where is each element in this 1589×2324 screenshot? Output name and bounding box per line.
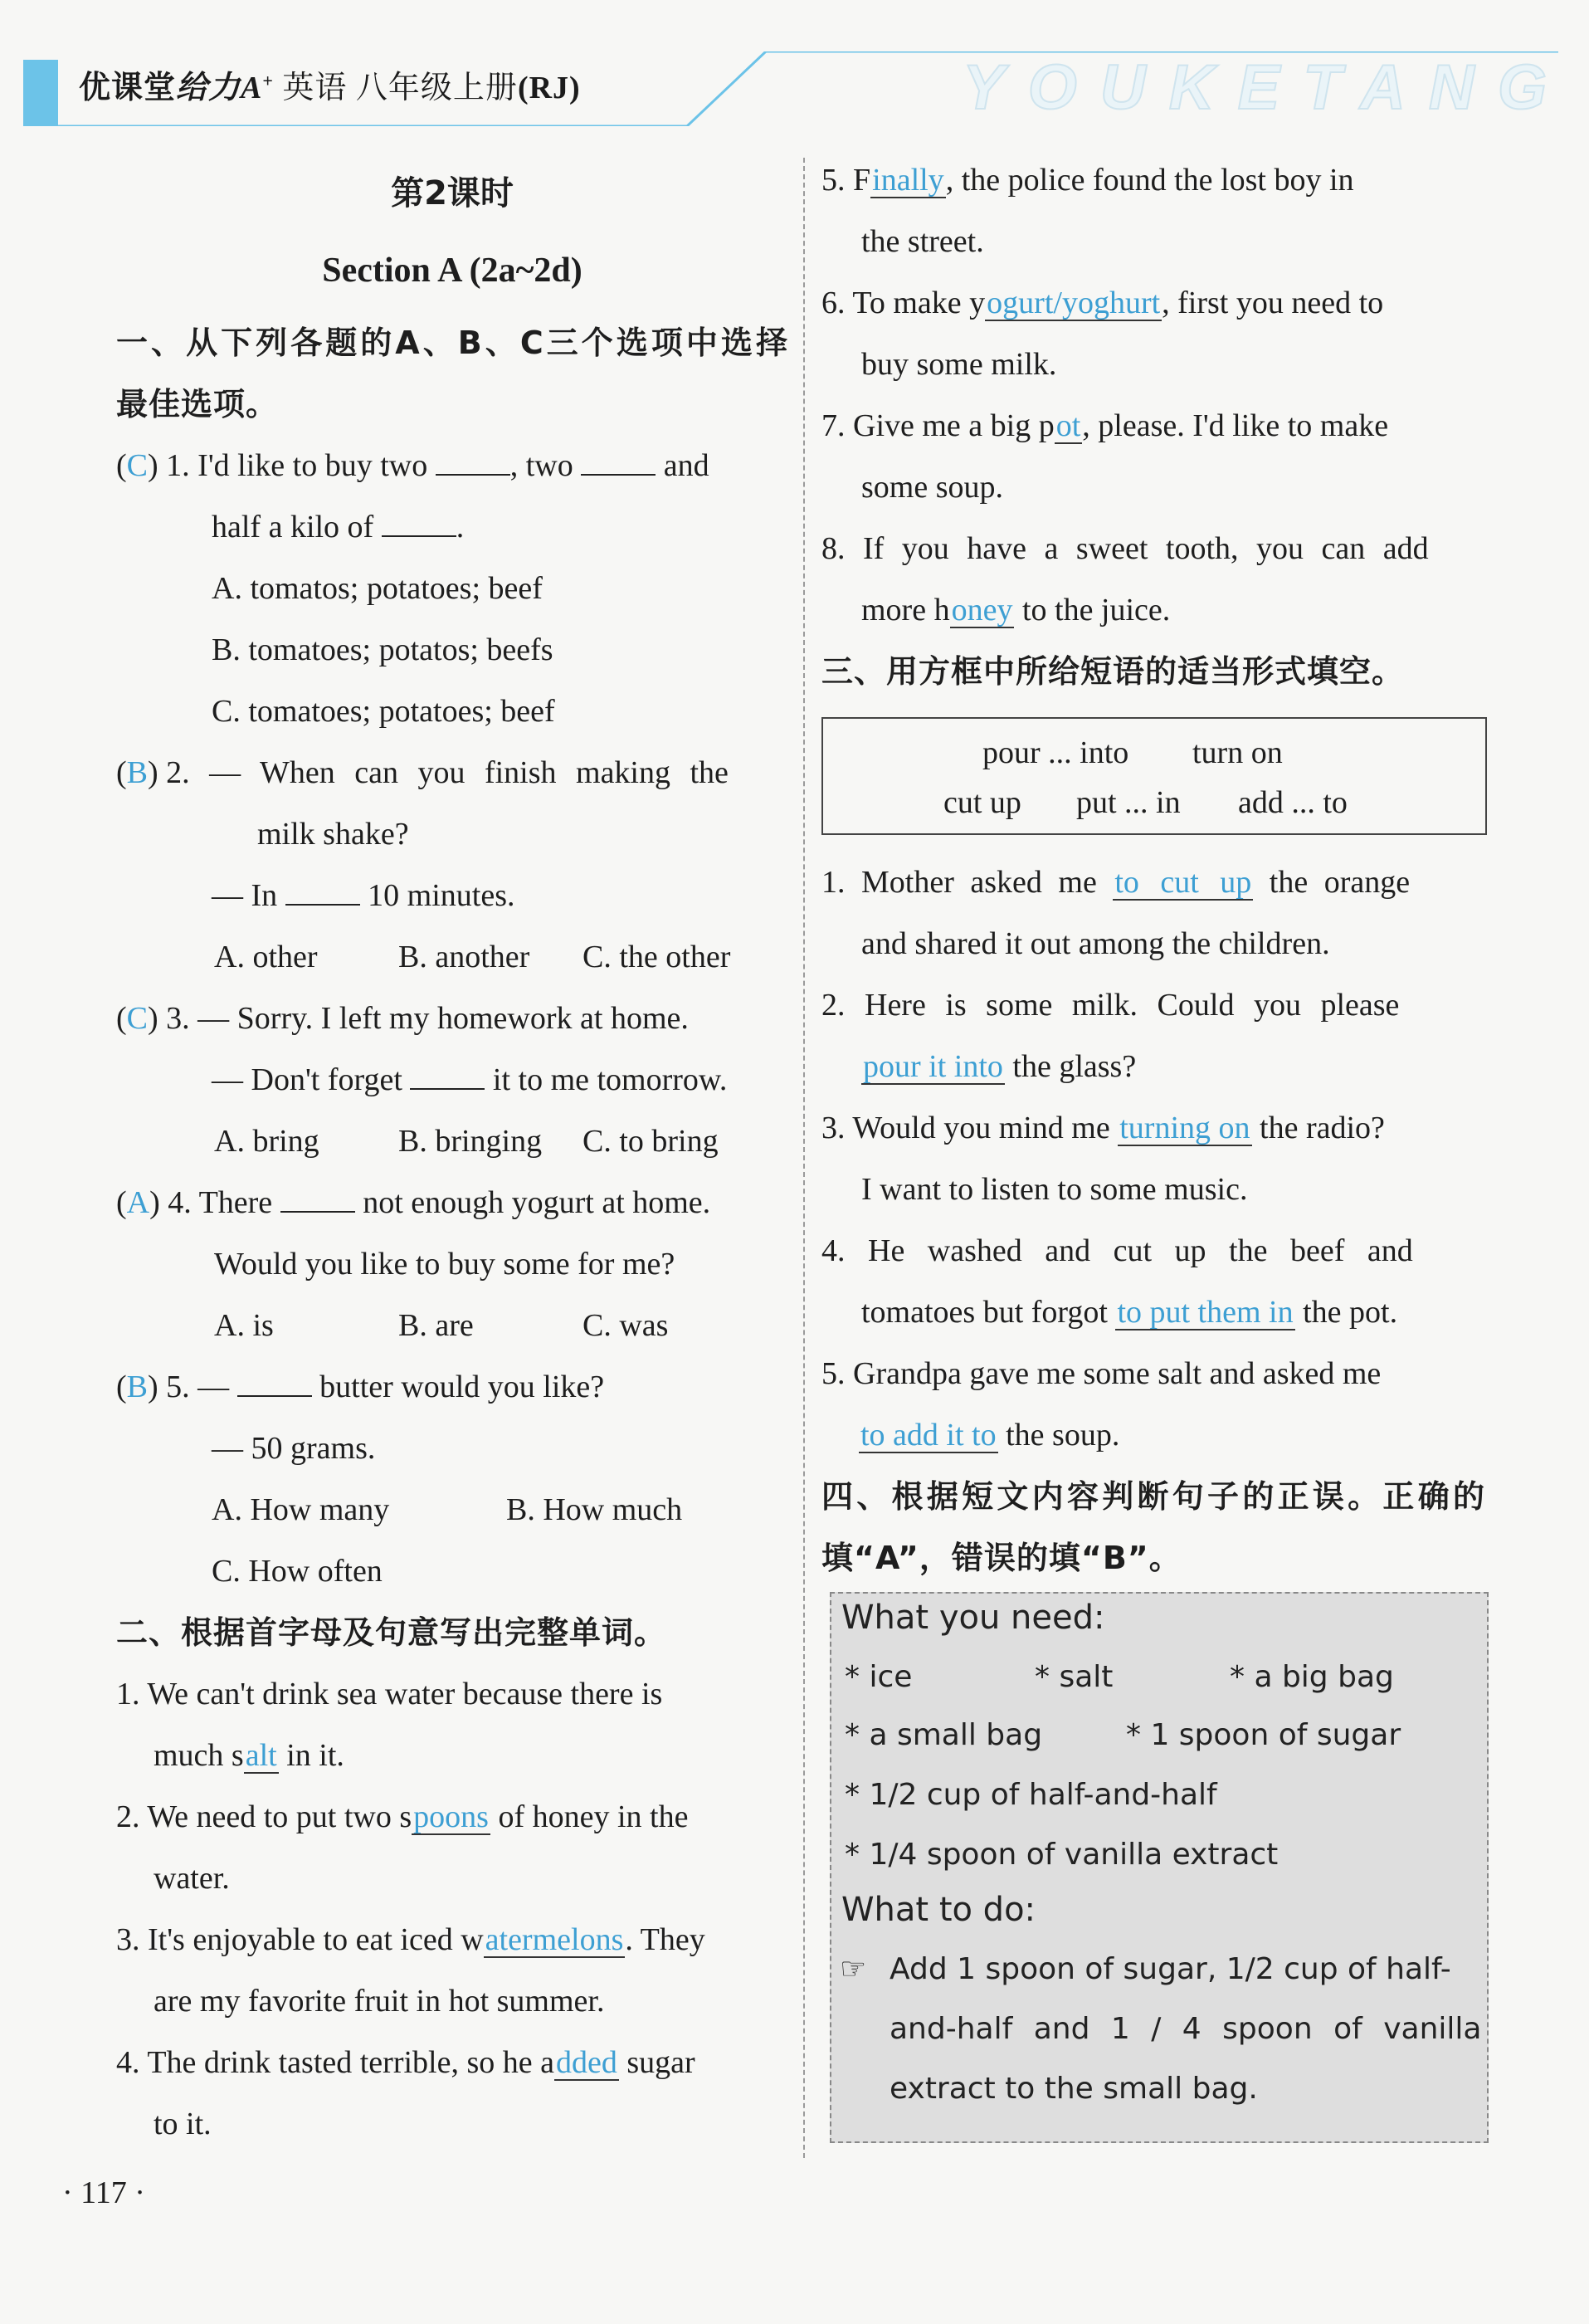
brand-sup: + bbox=[262, 70, 274, 91]
q3-text: 3. — Sorry. I left my homework at home. bbox=[166, 1001, 689, 1036]
phrase-item-2: 2. Here is some milk. Could you please bbox=[821, 988, 1400, 1023]
item-text: more h bbox=[861, 593, 950, 627]
item-text: the glass? bbox=[1004, 1049, 1137, 1084]
section-title: Section A (2a~2d) bbox=[322, 251, 582, 290]
fill-item-6 bbox=[821, 272, 1485, 334]
option-2b: B. another bbox=[398, 940, 530, 974]
ingredient: * ice bbox=[845, 1660, 913, 1694]
answer-fill: to put them in bbox=[1117, 1295, 1294, 1330]
option-3c: C. to bring bbox=[582, 1124, 719, 1159]
fill-item-2 bbox=[116, 1786, 788, 1848]
question-2-cont: milk shake? bbox=[257, 817, 409, 852]
brand-name: 优课堂 bbox=[79, 71, 177, 105]
phrase-item-2-cont bbox=[821, 1036, 1485, 1097]
part4-heading-cont: 填“A”，错误的填“B”。 bbox=[821, 1540, 1182, 1576]
pointing-hand-icon: ☞ bbox=[840, 1952, 867, 1986]
q2-text: 10 minutes. bbox=[359, 878, 515, 913]
edition-label: (RJ) bbox=[517, 71, 581, 105]
option-2a: A. other bbox=[214, 940, 318, 974]
phrase: pour ... into bbox=[982, 735, 1129, 770]
item-text: sugar bbox=[618, 2045, 695, 2080]
option-1c: C. tomatoes; potatoes; beef bbox=[212, 694, 555, 729]
item-text: 1. Mother asked me bbox=[821, 865, 1114, 900]
ingredient: * 1/4 spoon of vanilla extract bbox=[845, 1838, 1279, 1872]
ingredient: * a big bag bbox=[1230, 1660, 1394, 1694]
fill-item-2-cont: water. bbox=[154, 1861, 230, 1896]
subject-label: 英语 八年级上册 bbox=[282, 71, 518, 105]
item-text: the soup. bbox=[997, 1418, 1120, 1452]
q5-text: 5. — bbox=[166, 1370, 237, 1404]
item-text: much s bbox=[154, 1738, 244, 1773]
q2-text: — In bbox=[212, 878, 285, 913]
phrase: add ... to bbox=[1238, 785, 1348, 820]
answer-fill: turning on bbox=[1119, 1111, 1250, 1145]
item-text: , the police found the lost boy in bbox=[945, 163, 1354, 198]
option-4a: A. is bbox=[214, 1308, 274, 1343]
page-number: · 117 · bbox=[62, 2175, 145, 2210]
question-4: (A) 4. There not enough yogurt at home. bbox=[116, 1185, 711, 1220]
answer-2: B bbox=[126, 755, 149, 790]
part4-heading: 四、根据短文内容判断句子的正误。正确的 bbox=[821, 1478, 1485, 1515]
step-text: and-half and 1 / 4 spoon of vanilla bbox=[890, 2012, 1482, 2046]
phrase-item-5: 5. Grandpa gave me some salt and asked me bbox=[821, 1356, 1382, 1391]
question-2-reply bbox=[116, 865, 788, 926]
do-title: What to do: bbox=[841, 1891, 1036, 1929]
option-1a: A. tomatos; potatoes; beef bbox=[212, 571, 543, 606]
fill-item-5 bbox=[821, 149, 1485, 211]
phrase-item-5-cont bbox=[821, 1404, 1485, 1466]
phrase-item-4: 4. He washed and cut up the beef and bbox=[821, 1233, 1413, 1268]
header-title bbox=[79, 61, 581, 107]
brand-script: 给力A bbox=[176, 71, 263, 105]
recipe-box bbox=[830, 1592, 1489, 2143]
q5-text: butter would you like? bbox=[311, 1370, 605, 1404]
question-5: (B) 5. — butter would you like? bbox=[116, 1370, 605, 1404]
answer-fill: dded bbox=[555, 2045, 617, 2080]
option-5b: B. How much bbox=[506, 1492, 683, 1527]
q1-text: half a kilo of bbox=[212, 510, 382, 544]
q1-text: . bbox=[456, 510, 465, 544]
ingredient: * 1/2 cup of half-and-half bbox=[845, 1778, 1217, 1812]
fill-item-7-cont: some soup. bbox=[861, 470, 1003, 505]
answer-1: C bbox=[126, 448, 149, 483]
option-4c: C. was bbox=[582, 1308, 669, 1343]
phrase: cut up bbox=[943, 785, 1021, 820]
fill-item-3-cont: are my favorite fruit in hot summer. bbox=[154, 1984, 605, 2019]
item-text: tomatoes but forgot bbox=[861, 1295, 1116, 1330]
item-text: 6. To make y bbox=[821, 286, 986, 320]
part1-heading: 一、从下列各题的A、B、C三个选项中选择 bbox=[116, 325, 788, 361]
blank bbox=[410, 1063, 485, 1090]
option-5a: A. How many bbox=[212, 1492, 390, 1527]
item-text: , first you need to bbox=[1162, 286, 1384, 320]
item-text: 3. Would you mind me bbox=[821, 1111, 1119, 1145]
item-text: . They bbox=[625, 1922, 705, 1957]
item-text: 3. It's enjoyable to eat iced w bbox=[116, 1922, 484, 1957]
item-text: of honey in the bbox=[490, 1799, 689, 1834]
answer-fill: ot bbox=[1055, 408, 1081, 443]
answer-fill: to add it to bbox=[860, 1418, 997, 1452]
fill-item-3 bbox=[116, 1909, 788, 1970]
question-3: (C) 3. — Sorry. I left my homework at home. bbox=[116, 1001, 689, 1036]
left-column bbox=[116, 158, 788, 2155]
fill-item-7 bbox=[821, 395, 1485, 456]
question-5-reply: — 50 grams. bbox=[212, 1431, 376, 1466]
options-3 bbox=[116, 1111, 788, 1172]
fill-item-6-cont: buy some milk. bbox=[861, 347, 1057, 382]
blank bbox=[237, 1370, 312, 1397]
item-text: the orange bbox=[1253, 865, 1411, 900]
option-3b: B. bringing bbox=[398, 1124, 543, 1159]
blank bbox=[382, 510, 456, 537]
q1-text: 1. I'd like to buy two bbox=[166, 448, 436, 483]
step-text: extract to the small bag. bbox=[890, 2072, 1258, 2106]
answer-fill: oney bbox=[951, 593, 1013, 627]
options-5 bbox=[116, 1479, 788, 1540]
phrase: put ... in bbox=[1076, 785, 1181, 820]
blank bbox=[581, 449, 656, 476]
ingredient: * a small bag bbox=[845, 1718, 1043, 1752]
right-column bbox=[821, 149, 1485, 1589]
option-4b: B. are bbox=[398, 1308, 474, 1343]
fill-item-4-cont: to it. bbox=[154, 2107, 212, 2141]
ingredient: * 1 spoon of sugar bbox=[1126, 1718, 1401, 1752]
fill-item-8-cont bbox=[821, 579, 1485, 641]
blank bbox=[280, 1186, 355, 1213]
lesson-title: 第2课时 bbox=[391, 174, 514, 212]
question-1: (C) 1. I'd like to buy two , two and bbox=[116, 448, 709, 483]
phrase: turn on bbox=[1192, 735, 1283, 770]
question-1-cont bbox=[116, 496, 788, 558]
answer-fill: to cut up bbox=[1114, 865, 1252, 900]
question-4-cont: Would you like to buy some for me? bbox=[214, 1247, 675, 1282]
fill-item-5-cont: the street. bbox=[861, 224, 984, 259]
phrase-item-1-cont: and shared it out among the children. bbox=[861, 926, 1330, 961]
answer-fill: ogurt/yoghurt bbox=[987, 286, 1161, 320]
answer-fill: alt bbox=[245, 1738, 277, 1773]
item-text: the radio? bbox=[1251, 1111, 1385, 1145]
q4-text: 4. There bbox=[168, 1185, 280, 1220]
blank bbox=[285, 879, 360, 906]
item-text: 7. Give me a big p bbox=[821, 408, 1055, 443]
column-divider bbox=[803, 158, 805, 2158]
part2-heading: 二、根据首字母及句意写出完整单词。 bbox=[116, 1614, 667, 1651]
answer-5: B bbox=[126, 1370, 149, 1404]
answer-4: A bbox=[126, 1185, 150, 1220]
fill-item-8: 8. If you have a sweet tooth, you can add bbox=[821, 531, 1429, 566]
phrase-item-1 bbox=[821, 852, 1485, 913]
blank bbox=[436, 449, 510, 476]
question-3-reply bbox=[116, 1049, 788, 1111]
q1-text: , two bbox=[509, 448, 582, 483]
q3-text: — Don't forget bbox=[212, 1062, 411, 1097]
item-text: the pot. bbox=[1294, 1295, 1398, 1330]
q3-text: it to me tomorrow. bbox=[485, 1062, 728, 1097]
part1-heading-cont: 最佳选项。 bbox=[116, 386, 279, 422]
item-text: , please. I'd like to make bbox=[1082, 408, 1389, 443]
fill-item-1-cont bbox=[116, 1725, 788, 1786]
step-text: Add 1 spoon of sugar, 1/2 cup of half- bbox=[890, 1952, 1451, 1986]
item-text: 4. The drink tasted terrible, so he a bbox=[116, 2045, 554, 2080]
item-text: to the juice. bbox=[1014, 593, 1171, 627]
option-2c: C. the other bbox=[582, 940, 731, 974]
option-5c: C. How often bbox=[212, 1554, 383, 1589]
header-watermark: YOUKETANG bbox=[963, 52, 1570, 123]
q4-text: not enough yogurt at home. bbox=[354, 1185, 711, 1220]
fill-item-1: 1. We can't drink sea water because there is bbox=[116, 1677, 663, 1711]
answer-fill: pour it into bbox=[863, 1049, 1003, 1084]
q1-text: and bbox=[656, 448, 709, 483]
item-text: 2. We need to put two s bbox=[116, 1799, 412, 1834]
phrase-item-3-cont: I want to listen to some music. bbox=[861, 1172, 1248, 1207]
option-3a: A. bring bbox=[214, 1124, 319, 1159]
item-text: in it. bbox=[278, 1738, 344, 1773]
options-2 bbox=[116, 926, 788, 988]
phrase-item-3 bbox=[821, 1097, 1485, 1159]
answer-fill: poons bbox=[413, 1799, 489, 1834]
item-text: 5. F bbox=[821, 163, 871, 198]
answer-3: C bbox=[126, 1001, 149, 1036]
phrase-item-4-cont bbox=[821, 1282, 1485, 1343]
answer-fill: inally bbox=[872, 163, 944, 198]
question-2: (B) 2. — When can you finish making the bbox=[116, 755, 729, 790]
ingredient: * salt bbox=[1035, 1660, 1114, 1694]
option-1b: B. tomatoes; potatos; beefs bbox=[212, 632, 553, 667]
fill-item-4 bbox=[116, 2032, 788, 2093]
options-4 bbox=[116, 1295, 788, 1356]
q2-text: 2. — When can you finish making the bbox=[166, 755, 729, 790]
phrase-box bbox=[821, 717, 1487, 835]
need-title: What you need: bbox=[841, 1599, 1105, 1637]
part3-heading: 三、用方框中所给短语的适当形式填空。 bbox=[821, 653, 1405, 690]
answer-fill: atermelons bbox=[485, 1922, 624, 1957]
